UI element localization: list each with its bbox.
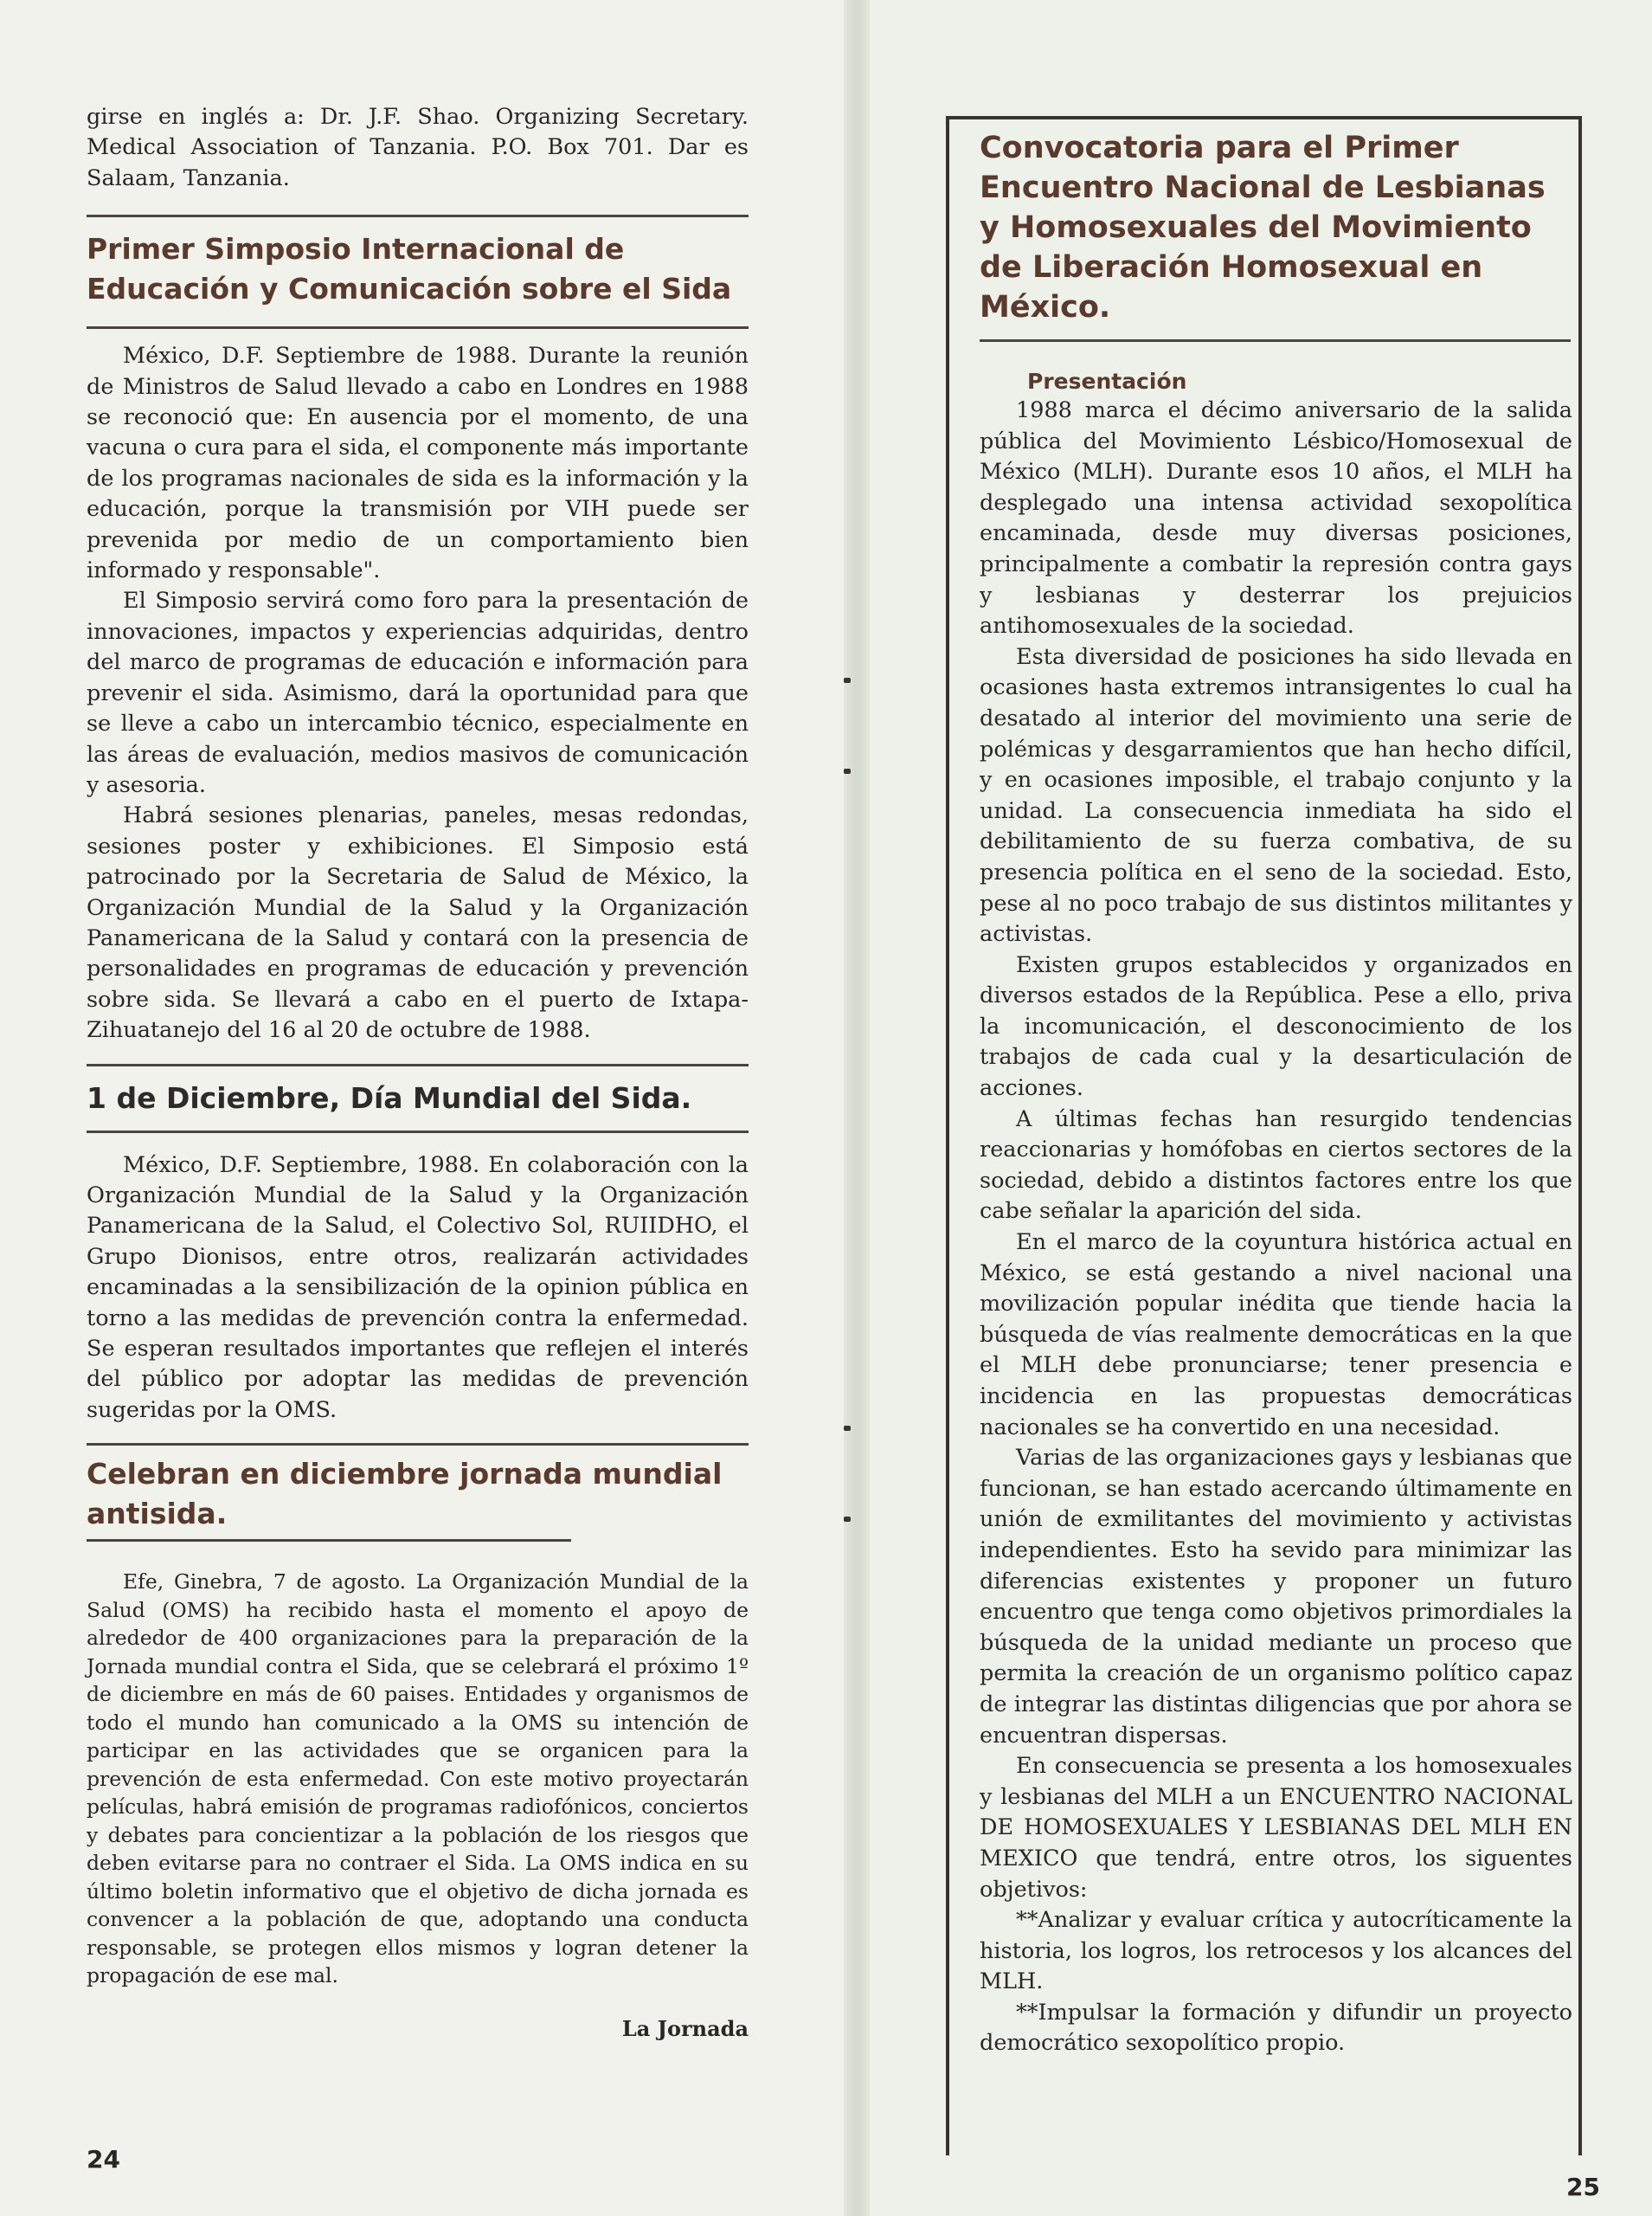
objective-item-2: **Impulsar la formación y difundir un proyecto democrático sexopolítico propio. [980, 1999, 1572, 2057]
convocatoria-paragraph-4: A últimas fechas han resurgido tendencias reaccionarias y homófobas en ciertos sectores de la sociedad, debido a distintos factores entre los que cabe señalar la aparición del sida. [980, 1105, 1572, 1225]
binding-staple-mark [844, 678, 851, 683]
left-column [87, 102, 749, 2041]
binding-staple-mark [844, 1426, 851, 1431]
intro-text: girse en inglés a: Dr. J.F. Shao. Organizing Secretary. Medical Association of Tanzania. P.O. Box 701. Dar es Salaam, Tanzania. [87, 104, 749, 191]
binding-staple-mark [844, 1517, 851, 1522]
section-heading-simposio: Primer Simposio Internacional de Educación y Comunicación sobre el Sida [87, 232, 732, 306]
simposio-paragraph-2: El Simposio servirá como foro para la presentación de innovaciones, impactos y experiencias adquiridas, dentro del marco de programas de educación e información para prevenir el sida. Asimismo, dará la oportunidad para que se lleve a cabo un intercambio técnico, especialmente en las áreas de evaluación, medios masivos de comunicación y asesoria. [87, 588, 749, 798]
convocatoria-paragraph-2: Esta diversidad de posiciones ha sido llevada en ocasiones hasta extremos intransigentes lo cual ha desatado al interior del movimiento una serie de polémicas y desgarramientos que han hecho difícil, y en ocasiones imposible, el trabajo conjunto y la unidad. La consecuencia inmediata ha sido el debilitamiento de su fuerza combativa, de su presencia política en el seno de la sociedad. Esto, pese al no poco trabajo de sus distintos militantes y activistas. [980, 643, 1572, 948]
page-number-right: 25 [1566, 2173, 1600, 2201]
section-heading-jornada: Celebran en diciembre jornada mundial antisida. [87, 1457, 723, 1531]
article-source: La Jornada [621, 2015, 749, 2041]
convocatoria-paragraph-5: En el marco de la coyuntura histórica actual en México, se está gestando a nivel nacional una movilización popular inédita que tiende hacia la búsqueda de vías realmente democráticas en la que el MLH debe pronunciarse; tener presencia e incidencia en las propuestas democráticas nacionales se ha convertido en una necesidad. [980, 1229, 1572, 1440]
simposio-paragraph-1: México, D.F. Septiembre de 1988. Durante la reunión de Ministros de Salud llevado a cabo en Londres en 1988 se reconoció que: En ausencia por el momento, de una vacuna o cura para el sida, el componente más importante de los programas nacionales de sida es la información y la educación, porque la transmisión por VIH puede ser prevenida por medio de un comportamiento bien informado y responsable". [87, 343, 749, 584]
page-number-left: 24 [87, 2145, 120, 2174]
convocatoria-paragraph-1: 1988 marca el décimo aniversario de la salida pública del Movimiento Lésbico/Homosexual de México (MLH). Durante esos 10 años, el MLH ha desplegado una intensa actividad sexopolítica encaminada, desde muy diversas posiciones, principalmente a combatir la represión contra gays y lesbianas y desterrar los prejuicios antihomosexuales de la sociedad. [980, 397, 1572, 640]
jornada-paragraph: Efe, Ginebra, 7 de agosto. La Organización Mundial de la Salud (OMS) ha recibido hasta el momento el apoyo de alrededor de 400 organizaciones para la preparación de la Jornada mundial contra el Sida, que se celebrará el próximo 1º de diciembre en más de 60 paises. Entidades y organismos de todo el mundo han comunicado a la OMS su intención de participar en las actividades que se organicen para la prevención de esta enfermedad. Con este motivo proyectarán películas, habrá emisión de programas radiofónicos, conciertos y debates para concientizar a la población de los riesgos que deben evitarse para no contraer el Sida. La OMS indica en su último boletin informativo que el objetivo de dicha jornada es convencer a la población de que, adoptando una conducta responsable, se protegen ellos mismos y logran detener la propagación de ese mal. [87, 1569, 749, 1988]
binding-staple-mark [844, 769, 851, 774]
simposio-paragraph-3: Habrá sesiones plenarias, paneles, mesas redondas, sesiones poster y exhibiciones. El Simposio está patrocinado por la Secretaria de Salud de México, la Organización Mundial de la Salud y la Organización Panamericana de la Salud y contará con la presencia de personalidades en programas de educación y prevención sobre sida. Se llevará a cabo en el puerto de Ixtapa-Zihuatanejo del 16 al 20 de octubre de 1988. [87, 802, 749, 1044]
dia-mundial-paragraph: México, D.F. Septiembre, 1988. En colaboración con la Organización Mundial de la Salud y la Organización Panamericana de la Salud, el Colectivo Sol, RUIIDHO, el Grupo Dionisos, entre otros, realizarán actividades encaminadas a la sensibilización de la opinion pública en torno a las medidas de prevención contra la enfermedad. Se esperan resultados importantes que reflejen el interés del público por adoptar las medidas de prevención sugeridas por la OMS. [87, 1151, 749, 1423]
convocatoria-paragraph-7: En consecuencia se presenta a los homosexuales y lesbianas del MLH a un ENCUENTRO NACIONAL DE HOMOSEXUALES Y LESBIANAS DEL MLH EN MEXICO que tendrá, entre otros, los siguentes objetivos: [980, 1753, 1572, 1903]
convocatoria-title: Convocatoria para el Primer Encuentro Nacional de Lesbianas y Homosexuales del Movimiento de Liberación Homosexual en México. [980, 131, 1546, 325]
convocatoria-content [980, 128, 1572, 2059]
convocatoria-paragraph-6: Varias de las organizaciones gays y lesbianas que funcionan, se han estado acercando últimamente en unión de exmilitantes del movimiento y activistas independientes. Esto ha sevido para minimizar las diferencias existentes y proponer un futuro encuentro que tenga como objetivos primordiales la búsqueda de la unidad mediante un proceso que permita la creación de un organismo político capaz de integrar las distintas diligencias que por ahora se encuentran dispersas. [980, 1445, 1572, 1749]
section-heading-dia-mundial: 1 de Diciembre, Día Mundial del Sida. [87, 1080, 692, 1115]
convocatoria-paragraph-3: Existen grupos establecidos y organizados en diversos estados de la República. Pese a ello, priva la incomunicación, el desconocimiento de los trabajos de cada cual y la desarticulación de acciones. [980, 951, 1572, 1102]
page-gutter [844, 0, 870, 2216]
objective-item-1: **Analizar y evaluar crítica y autocríticamente la historia, los logros, los retrocesos y los alcances del MLH. [980, 1907, 1572, 1995]
presentacion-heading: Presentación [1027, 369, 1187, 394]
